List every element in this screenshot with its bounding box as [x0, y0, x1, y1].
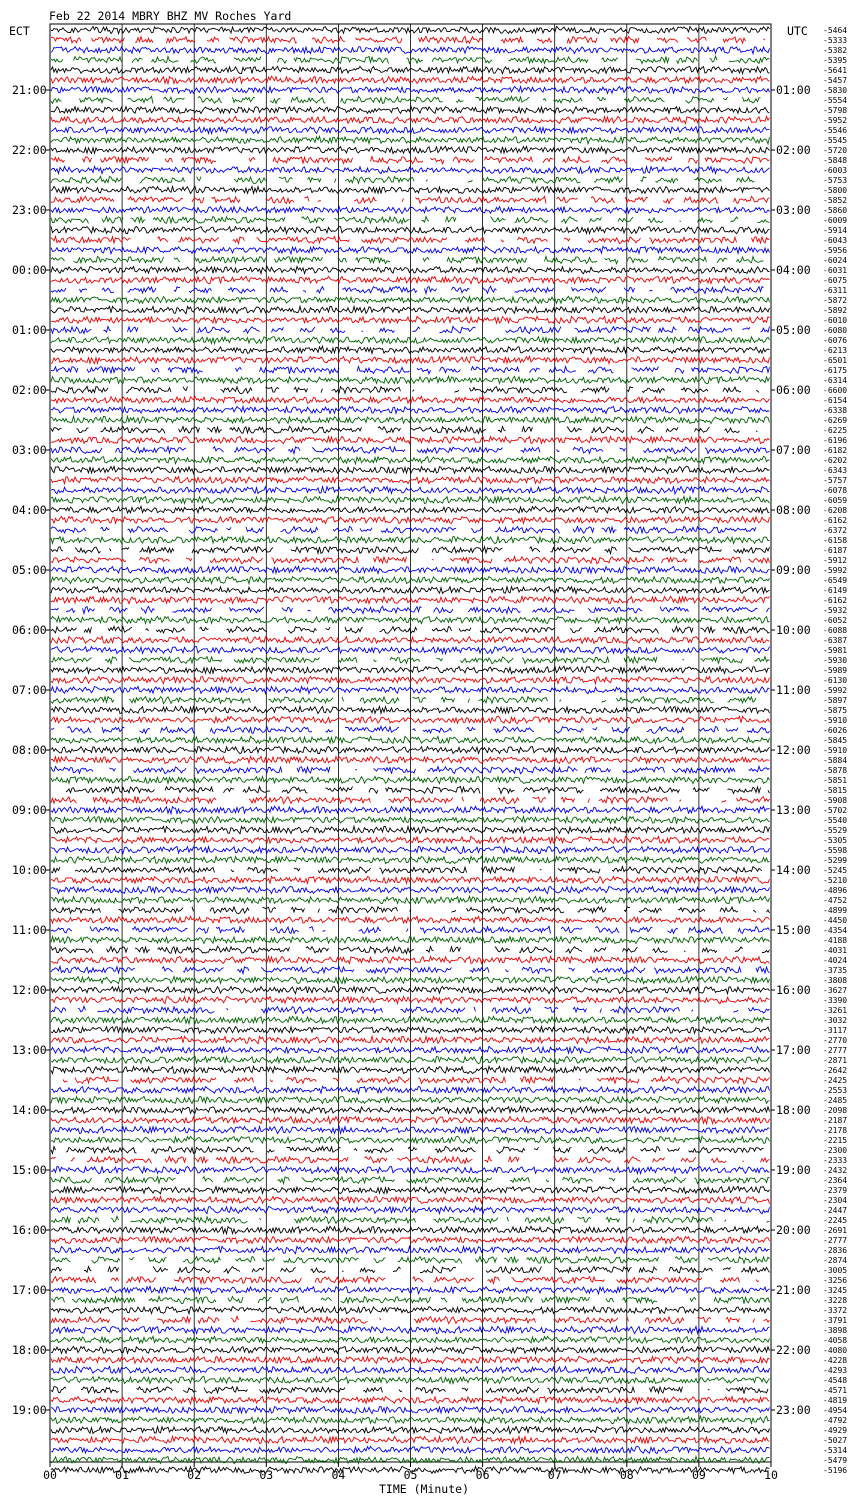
- trace-offset-label: -2304: [823, 1196, 848, 1205]
- right-hour-label: 14:00: [776, 863, 811, 877]
- trace-offset-label: -5305: [823, 836, 848, 845]
- right-hour-label: 21:00: [776, 1283, 811, 1297]
- trace-offset-label: -2379: [823, 1186, 848, 1195]
- trace-offset-label: -6208: [823, 506, 848, 515]
- right-hour-label: 05:00: [776, 323, 811, 337]
- x-tick-label: 10: [764, 1468, 778, 1482]
- trace-offset-label: -6269: [823, 416, 848, 425]
- trace-offset-label: -2425: [823, 1076, 848, 1085]
- trace-offset-label: -4450: [823, 916, 848, 925]
- trace-offset-label: -2300: [823, 1146, 848, 1155]
- trace-offset-label: -3245: [823, 1286, 848, 1295]
- left-hour-label: 14:00: [12, 1103, 47, 1117]
- right-hour-label: 18:00: [776, 1103, 811, 1117]
- trace-offset-label: -5798: [823, 106, 848, 115]
- trace-offset-label: -5981: [823, 646, 848, 655]
- trace-offset-label: -6154: [823, 396, 848, 405]
- trace-offset-label: -6202: [823, 456, 848, 465]
- trace-offset-label: -2333: [823, 1156, 848, 1165]
- trace-offset-label: -5930: [823, 656, 848, 665]
- trace-offset-label: -5800: [823, 186, 848, 195]
- trace-offset-label: -5851: [823, 776, 848, 785]
- trace-offset-label: -4792: [823, 1416, 848, 1425]
- trace-offset-label: -5545: [823, 136, 848, 145]
- trace-offset-label: -5992: [823, 566, 848, 575]
- trace-offset-label: -4819: [823, 1396, 848, 1405]
- trace-offset-label: -4188: [823, 936, 848, 945]
- trace-offset-label: -4058: [823, 1336, 848, 1345]
- left-hour-label: 13:00: [12, 1043, 47, 1057]
- trace-offset-label: -5333: [823, 36, 848, 45]
- trace-offset-label: -3808: [823, 976, 848, 985]
- trace-offset-label: -2187: [823, 1116, 848, 1125]
- trace-offset-label: -4899: [823, 906, 848, 915]
- seismic-trace: [51, 426, 758, 433]
- trace-offset-label: -6076: [823, 336, 848, 345]
- right-hour-label: 23:00: [776, 1403, 811, 1417]
- trace-offset-label: -5540: [823, 816, 848, 825]
- trace-offset-label: -6314: [823, 376, 848, 385]
- trace-offset-label: -4031: [823, 946, 848, 955]
- trace-offset-label: -3898: [823, 1326, 848, 1335]
- trace-offset-label: -2215: [823, 1136, 848, 1145]
- trace-offset-label: -5027: [823, 1436, 848, 1445]
- right-hour-label: 10:00: [776, 623, 811, 637]
- right-hour-label: 19:00: [776, 1163, 811, 1177]
- trace-offset-label: -5878: [823, 766, 848, 775]
- trace-offset-label: -5884: [823, 756, 848, 765]
- trace-offset-label: -5464: [823, 26, 848, 35]
- trace-offset-label: -6213: [823, 346, 848, 355]
- right-hour-label: 16:00: [776, 983, 811, 997]
- trace-offset-label: -2691: [823, 1226, 848, 1235]
- trace-offset-label: -5952: [823, 116, 848, 125]
- trace-offset-label: -6338: [823, 406, 848, 415]
- left-timezone-label: ECT: [9, 24, 30, 38]
- right-hour-label: 12:00: [776, 743, 811, 757]
- x-tick-label: 05: [403, 1468, 418, 1482]
- trace-offset-label: -5848: [823, 156, 848, 165]
- trace-offset-label: -5815: [823, 786, 848, 795]
- trace-offset-label: -6075: [823, 276, 848, 285]
- trace-offset-label: -6311: [823, 286, 848, 295]
- trace-offset-label: -2777: [823, 1236, 848, 1245]
- seismic-trace: [51, 1146, 764, 1153]
- trace-offset-label: -5210: [823, 876, 848, 885]
- left-hour-label: 08:00: [12, 743, 47, 757]
- trace-offset-label: -6080: [823, 326, 848, 335]
- trace-offset-label: -5753: [823, 176, 848, 185]
- trace-offset-label: -6009: [823, 216, 848, 225]
- trace-offset-label: -6078: [823, 486, 848, 495]
- chart-title: Feb 22 2014 MBRY BHZ MV Roches Yard: [49, 9, 292, 23]
- trace-offset-label: -6026: [823, 726, 848, 735]
- trace-offset-label: -6043: [823, 236, 848, 245]
- trace-offset-label: -2364: [823, 1176, 848, 1185]
- seismic-trace: [51, 697, 756, 704]
- x-tick-label: 00: [43, 1468, 57, 1482]
- trace-offset-label: -2770: [823, 1036, 848, 1045]
- trace-offset-label: -5910: [823, 746, 848, 755]
- left-hour-label: 16:00: [12, 1223, 47, 1237]
- trace-offset-label: -2485: [823, 1096, 848, 1105]
- trace-offset-label: -5457: [823, 76, 848, 85]
- trace-offset-label: -3372: [823, 1306, 848, 1315]
- seismic-trace: [51, 1277, 759, 1284]
- trace-offset-label: -2642: [823, 1066, 848, 1075]
- trace-offset-label: -3117: [823, 1026, 848, 1035]
- trace-offset-label: -5989: [823, 666, 848, 675]
- x-tick-label: 09: [691, 1468, 706, 1482]
- trace-offset-label: -5757: [823, 476, 848, 485]
- trace-offset-label: -4571: [823, 1386, 848, 1395]
- trace-offset-label: -5598: [823, 846, 848, 855]
- right-hour-label: 01:00: [776, 83, 811, 97]
- right-hour-label: 17:00: [776, 1043, 811, 1057]
- right-hour-label: 11:00: [776, 683, 811, 697]
- trace-offset-label: -4354: [823, 926, 848, 935]
- right-hour-label: 04:00: [776, 263, 811, 277]
- trace-offset-label: -6010: [823, 316, 848, 325]
- trace-offset-label: -6158: [823, 536, 848, 545]
- trace-offset-label: -3228: [823, 1296, 848, 1305]
- trace-offset-label: -2432: [823, 1166, 848, 1175]
- trace-offset-label: -5720: [823, 146, 848, 155]
- seismic-trace: [51, 526, 756, 533]
- trace-offset-label: -6501: [823, 356, 848, 365]
- left-hour-label: 12:00: [12, 983, 47, 997]
- trace-offset-label: -3032: [823, 1016, 848, 1025]
- trace-offset-label: -4929: [823, 1426, 848, 1435]
- trace-offset-label: -6372: [823, 526, 848, 535]
- seismic-trace: [51, 257, 764, 264]
- trace-offset-label: -4228: [823, 1356, 848, 1365]
- right-hour-label: 03:00: [776, 203, 811, 217]
- trace-offset-label: -6052: [823, 616, 848, 625]
- trace-offset-label: -3390: [823, 996, 848, 1005]
- trace-offset-label: -2178: [823, 1126, 848, 1135]
- trace-offset-label: -6088: [823, 626, 848, 635]
- trace-offset-label: -6187: [823, 546, 848, 555]
- left-hour-label: 09:00: [12, 803, 47, 817]
- left-hour-label: 18:00: [12, 1343, 47, 1357]
- trace-offset-label: -3005: [823, 1266, 848, 1275]
- trace-offset-label: -5529: [823, 826, 848, 835]
- x-tick-label: 07: [547, 1468, 562, 1482]
- trace-offset-label: -6549: [823, 576, 848, 585]
- trace-offset-label: -5641: [823, 66, 848, 75]
- trace-offset-label: -5845: [823, 736, 848, 745]
- trace-offset-label: -4548: [823, 1376, 848, 1385]
- seismic-trace: [51, 286, 764, 293]
- trace-offset-label: -4293: [823, 1366, 848, 1375]
- trace-offset-label: -3261: [823, 1006, 848, 1015]
- trace-offset-label: -5910: [823, 716, 848, 725]
- trace-offset-label: -2553: [823, 1086, 848, 1095]
- trace-offset-label: -2447: [823, 1206, 848, 1215]
- x-axis-label: TIME (Minute): [379, 1482, 470, 1496]
- trace-offset-label: -6175: [823, 366, 848, 375]
- left-hour-label: 22:00: [12, 143, 47, 157]
- left-hour-label: 23:00: [12, 203, 47, 217]
- left-hour-label: 19:00: [12, 1403, 47, 1417]
- trace-offset-label: -2098: [823, 1106, 848, 1115]
- seismic-trace: [51, 1387, 768, 1394]
- right-timezone-label: UTC: [787, 24, 808, 38]
- right-hour-label: 15:00: [776, 923, 811, 937]
- trace-offset-label: -6149: [823, 586, 848, 595]
- trace-offset-label: -6387: [823, 636, 848, 645]
- trace-offset-label: -5245: [823, 866, 848, 875]
- right-hour-label: 07:00: [776, 443, 811, 457]
- trace-offset-label: -5546: [823, 126, 848, 135]
- trace-offset-label: -6003: [823, 166, 848, 175]
- left-hour-label: 21:00: [12, 83, 47, 97]
- trace-offset-label: -6343: [823, 466, 848, 475]
- trace-offset-label: -6162: [823, 596, 848, 605]
- trace-offset-label: -5956: [823, 246, 848, 255]
- x-tick-label: 02: [187, 1468, 202, 1482]
- trace-offset-label: -5897: [823, 696, 848, 705]
- trace-offset-label: -5892: [823, 306, 848, 315]
- left-hour-label: 07:00: [12, 683, 47, 697]
- left-hour-label: 17:00: [12, 1283, 47, 1297]
- trace-offset-label: -3256: [823, 1276, 848, 1285]
- trace-offset-label: -5912: [823, 556, 848, 565]
- trace-offset-label: -5314: [823, 1446, 848, 1455]
- trace-offset-label: -6031: [823, 266, 848, 275]
- left-hour-label: 05:00: [12, 563, 47, 577]
- trace-offset-label: -2245: [823, 1216, 848, 1225]
- trace-offset-label: -5914: [823, 226, 848, 235]
- trace-offset-label: -5872: [823, 296, 848, 305]
- seismic-trace: [63, 1077, 770, 1084]
- left-hour-label: 01:00: [12, 323, 47, 337]
- trace-offset-label: -4896: [823, 886, 848, 895]
- trace-offset-label: -5395: [823, 56, 848, 65]
- trace-offset-label: -5992: [823, 686, 848, 695]
- trace-offset-label: -2777: [823, 1046, 848, 1055]
- trace-offset-label: -6225: [823, 426, 848, 435]
- x-tick-label: 08: [619, 1468, 634, 1482]
- left-hour-label: 10:00: [12, 863, 47, 877]
- trace-offset-label: -6024: [823, 256, 848, 265]
- trace-offset-label: -5932: [823, 606, 848, 615]
- x-tick-label: 03: [259, 1468, 274, 1482]
- trace-offset-label: -3791: [823, 1316, 848, 1325]
- trace-offset-label: -6059: [823, 496, 848, 505]
- trace-offset-label: -4954: [823, 1406, 848, 1415]
- right-hour-label: 02:00: [776, 143, 811, 157]
- right-hour-label: 22:00: [776, 1343, 811, 1357]
- trace-offset-label: -5830: [823, 86, 848, 95]
- trace-offset-label: -6600: [823, 386, 848, 395]
- trace-offset-label: -4024: [823, 956, 848, 965]
- trace-offset-label: -5479: [823, 1456, 848, 1465]
- trace-offset-label: -6182: [823, 446, 848, 455]
- right-hour-label: 20:00: [776, 1223, 811, 1237]
- trace-offset-label: -5908: [823, 796, 848, 805]
- trace-offset-label: -3627: [823, 986, 848, 995]
- trace-offset-label: -5860: [823, 206, 848, 215]
- seismic-trace: [51, 96, 761, 103]
- trace-offset-label: -4752: [823, 896, 848, 905]
- trace-offset-label: -2874: [823, 1256, 848, 1265]
- left-hour-label: 11:00: [12, 923, 47, 937]
- right-hour-label: 09:00: [776, 563, 811, 577]
- trace-offset-label: -2871: [823, 1056, 848, 1065]
- left-hour-label: 00:00: [12, 263, 47, 277]
- seismic-trace: [51, 36, 765, 43]
- right-hour-label: 06:00: [776, 383, 811, 397]
- seismic-trace: [66, 787, 770, 794]
- trace-offset-label: -4080: [823, 1346, 848, 1355]
- left-hour-label: 03:00: [12, 443, 47, 457]
- left-hour-label: 04:00: [12, 503, 47, 517]
- x-tick-label: 06: [475, 1468, 490, 1482]
- right-hour-label: 13:00: [776, 803, 811, 817]
- x-tick-label: 04: [331, 1468, 346, 1482]
- right-hour-label: 08:00: [776, 503, 811, 517]
- left-hour-label: 15:00: [12, 1163, 47, 1177]
- trace-offset-label: -6130: [823, 676, 848, 685]
- trace-offset-label: -5554: [823, 96, 848, 105]
- left-hour-label: 02:00: [12, 383, 47, 397]
- trace-offset-label: -2836: [823, 1246, 848, 1255]
- trace-offset-label: -6196: [823, 436, 848, 445]
- x-tick-label: 01: [115, 1468, 130, 1482]
- left-hour-label: 06:00: [12, 623, 47, 637]
- trace-offset-label: -5875: [823, 706, 848, 715]
- trace-offset-label: -6162: [823, 516, 848, 525]
- trace-offset-label: -5196: [823, 1466, 848, 1475]
- trace-offset-label: -3735: [823, 966, 848, 975]
- trace-offset-label: -5702: [823, 806, 848, 815]
- trace-offset-label: -5299: [823, 856, 848, 865]
- trace-offset-label: -5852: [823, 196, 848, 205]
- trace-offset-label: -5382: [823, 46, 848, 55]
